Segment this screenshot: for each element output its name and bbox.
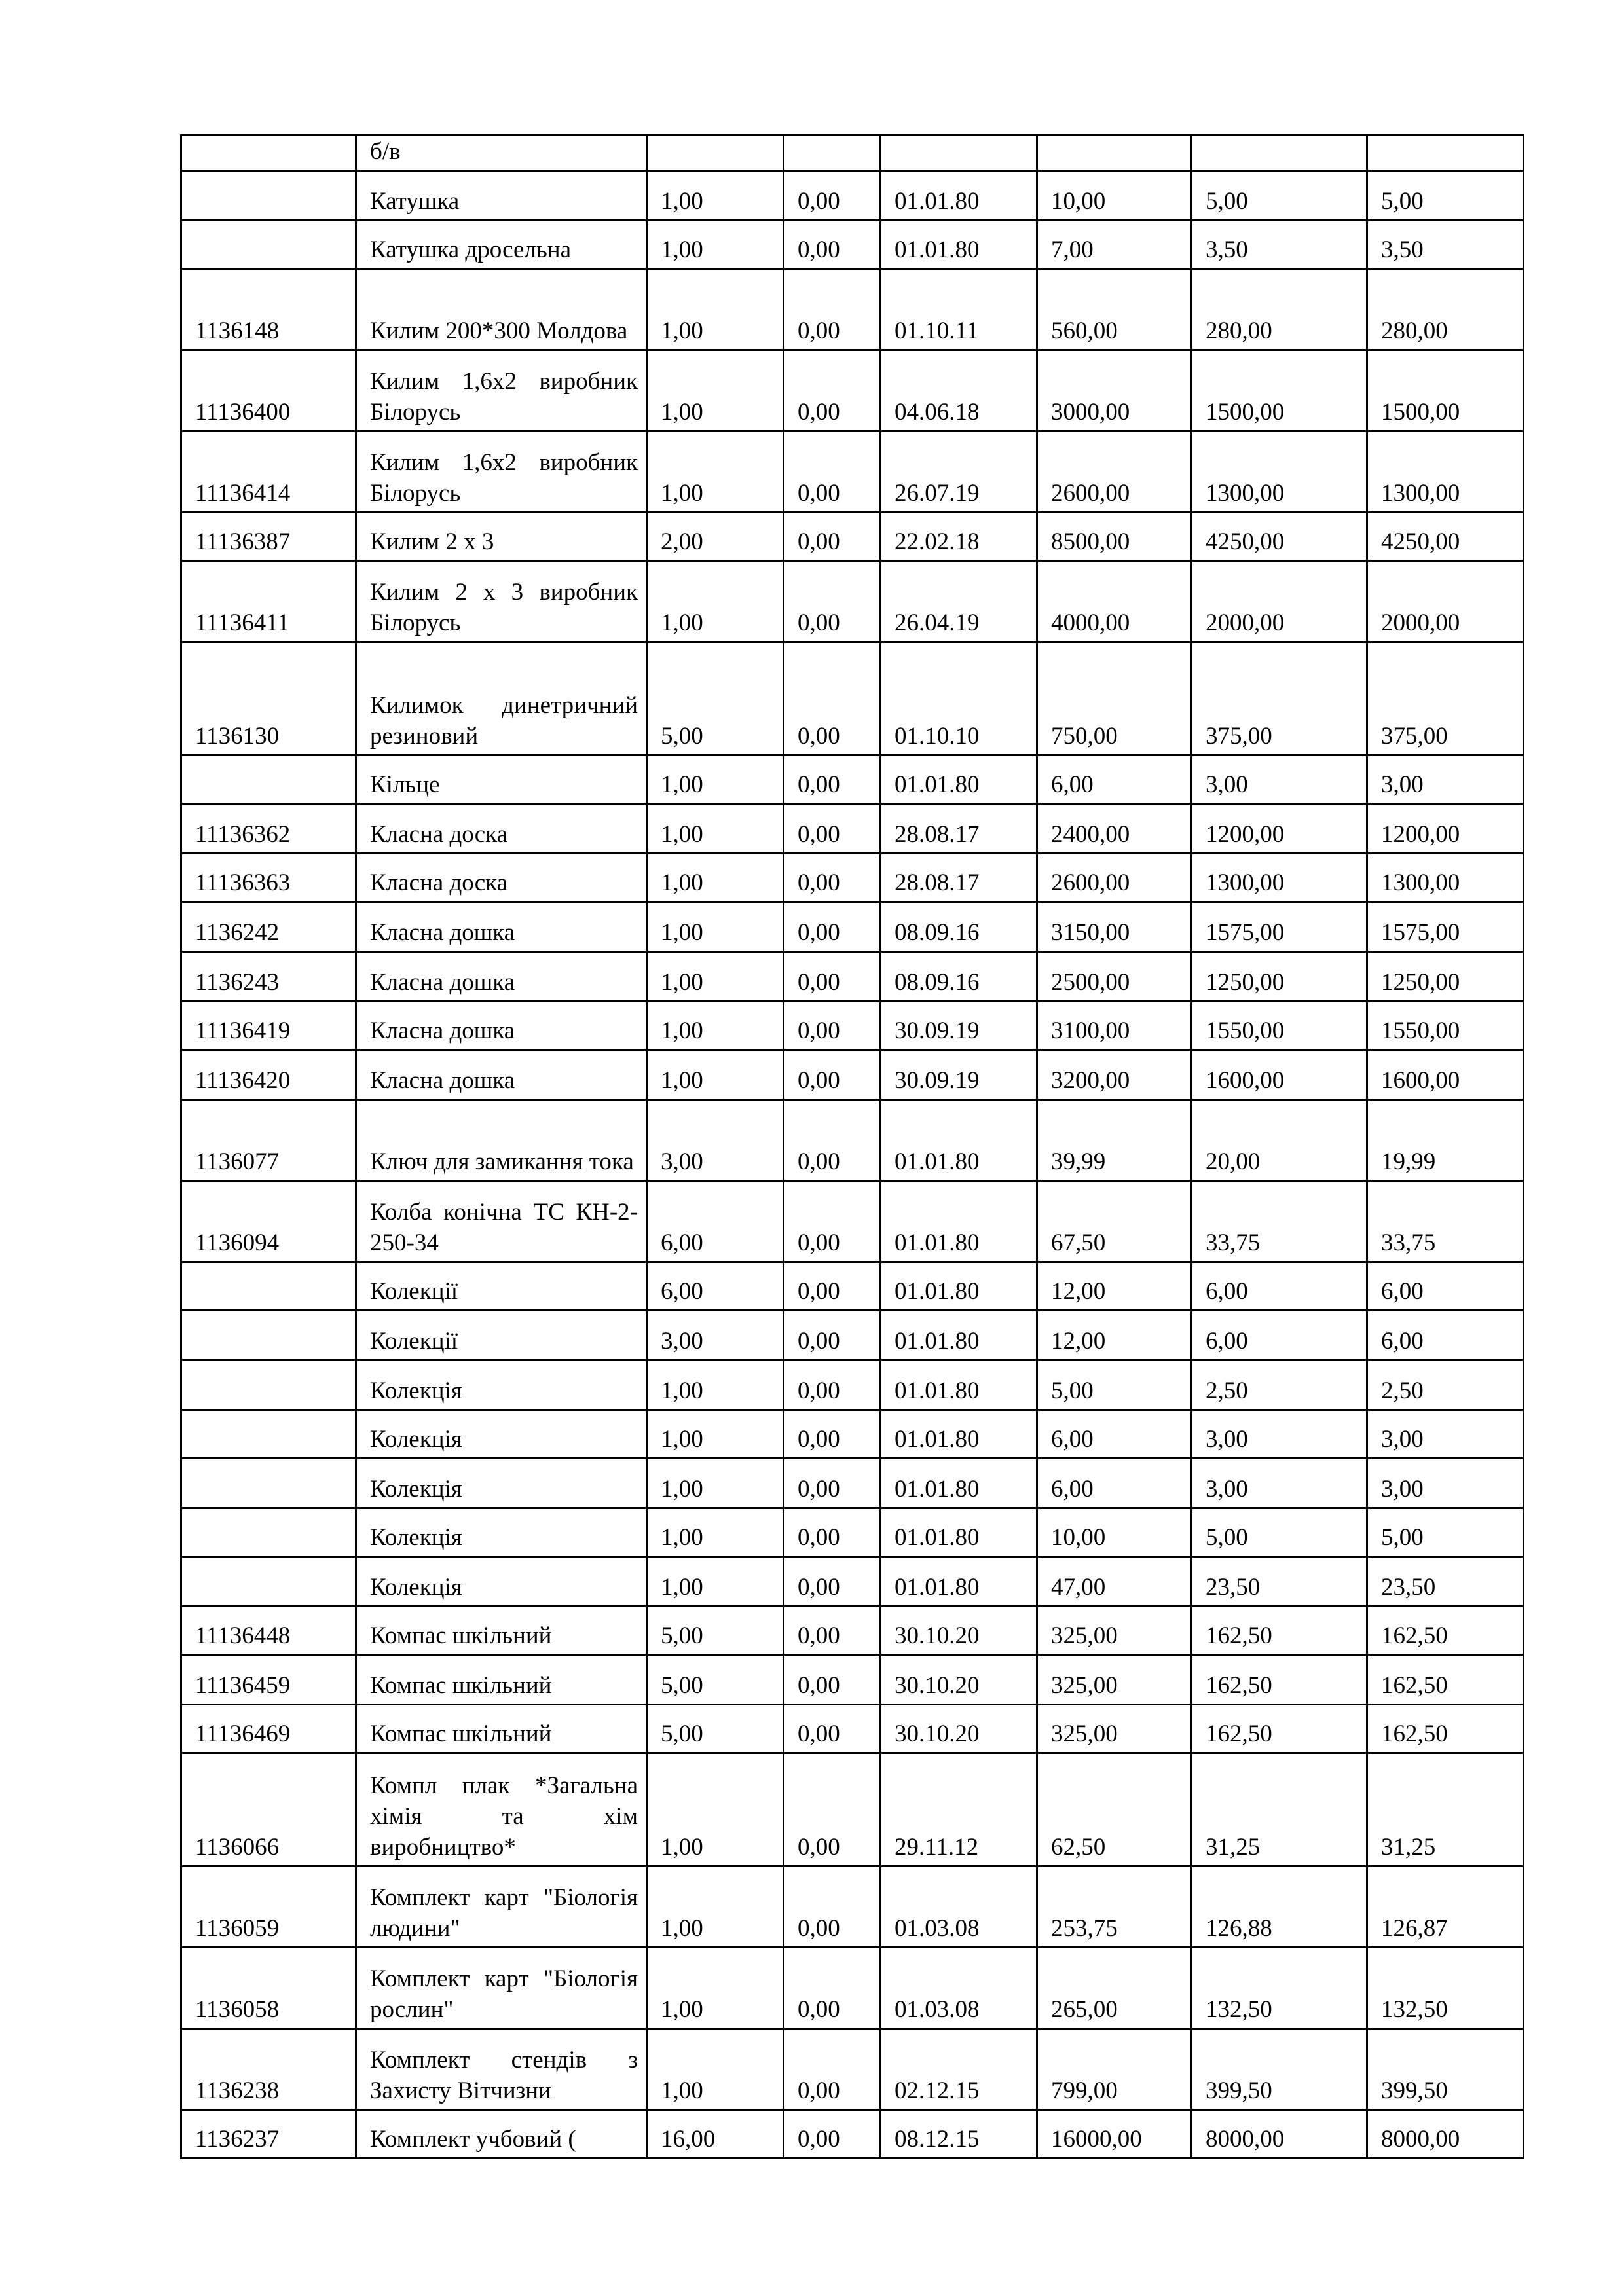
wear-cell: 1250,00 [1192, 952, 1367, 1002]
quantity-cell: 1,00 [647, 952, 784, 1002]
table-row [181, 2029, 1524, 2110]
wear-cell: 3,00 [1192, 1459, 1367, 1508]
inventory-code-cell [181, 1459, 356, 1508]
date-cell: 01.01.80 [881, 1410, 1037, 1459]
quantity-cell: 5,00 [647, 1705, 784, 1753]
wear-cell: 375,00 [1192, 642, 1367, 756]
item-name-cell: Колекція [356, 1557, 647, 1607]
table-row [181, 854, 1524, 902]
cost-cell: 6,00 [1037, 1459, 1192, 1508]
cost-cell [1037, 136, 1192, 171]
inventory-code-cell: 11136411 [181, 561, 356, 642]
item-name-cell: Килим 2 х 3 виробник Білорусь [356, 561, 647, 642]
inventory-code-cell [181, 1262, 356, 1311]
table-row [181, 1181, 1524, 1262]
cost-cell: 2600,00 [1037, 854, 1192, 902]
quantity-cell: 1,00 [647, 1753, 784, 1867]
value-1-cell: 0,00 [784, 221, 881, 269]
inventory-table [180, 134, 1524, 2159]
residual-value-cell: 162,50 [1367, 1655, 1524, 1705]
wear-cell: 280,00 [1192, 269, 1367, 350]
date-cell: 30.10.20 [881, 1655, 1037, 1705]
table-row [181, 1557, 1524, 1607]
wear-cell: 3,00 [1192, 1410, 1367, 1459]
residual-value-cell: 1575,00 [1367, 902, 1524, 952]
inventory-code-cell: 11136414 [181, 431, 356, 513]
wear-cell: 1300,00 [1192, 854, 1367, 902]
wear-cell: 3,50 [1192, 221, 1367, 269]
cost-cell: 4000,00 [1037, 561, 1192, 642]
item-name-cell: Катушка дросельна [356, 221, 647, 269]
cost-cell: 799,00 [1037, 2029, 1192, 2110]
date-cell: 22.02.18 [881, 513, 1037, 561]
cost-cell: 3100,00 [1037, 1002, 1192, 1050]
quantity-cell [647, 136, 784, 171]
quantity-cell: 1,00 [647, 1557, 784, 1607]
inventory-code-cell: 1136130 [181, 642, 356, 756]
inventory-code-cell: 11136448 [181, 1607, 356, 1655]
cost-cell: 12,00 [1037, 1311, 1192, 1360]
wear-cell: 162,50 [1192, 1607, 1367, 1655]
item-name-cell: Колекції [356, 1262, 647, 1311]
table-row [181, 1753, 1524, 1867]
value-1-cell: 0,00 [784, 1557, 881, 1607]
residual-value-cell: 1300,00 [1367, 854, 1524, 902]
residual-value-cell: 375,00 [1367, 642, 1524, 756]
cost-cell: 3000,00 [1037, 350, 1192, 431]
date-cell: 26.07.19 [881, 431, 1037, 513]
residual-value-cell: 6,00 [1367, 1311, 1524, 1360]
table-row [181, 136, 1524, 171]
quantity-cell: 5,00 [647, 1607, 784, 1655]
table-row [181, 2110, 1524, 2159]
wear-cell: 399,50 [1192, 2029, 1367, 2110]
item-name-cell: Колекція [356, 1410, 647, 1459]
value-1-cell: 0,00 [784, 1867, 881, 1948]
item-name-cell: б/в [356, 136, 647, 171]
cost-cell: 253,75 [1037, 1867, 1192, 1948]
value-1-cell: 0,00 [784, 1181, 881, 1262]
date-cell: 28.08.17 [881, 804, 1037, 854]
quantity-cell: 1,00 [647, 1410, 784, 1459]
residual-value-cell: 5,00 [1367, 1508, 1524, 1557]
quantity-cell: 1,00 [647, 221, 784, 269]
item-name-cell: Комплект карт "Біологія людини" [356, 1867, 647, 1948]
residual-value-cell: 162,50 [1367, 1705, 1524, 1753]
item-name-cell: Килимок динетричний резиновий [356, 642, 647, 756]
wear-cell: 2,50 [1192, 1360, 1367, 1410]
value-1-cell: 0,00 [784, 1459, 881, 1508]
quantity-cell: 6,00 [647, 1262, 784, 1311]
cost-cell: 2400,00 [1037, 804, 1192, 854]
table-row [181, 513, 1524, 561]
cost-cell: 560,00 [1037, 269, 1192, 350]
inventory-code-cell: 11136362 [181, 804, 356, 854]
item-name-cell: Класна дошка [356, 902, 647, 952]
inventory-code-cell [181, 1410, 356, 1459]
inventory-code-cell: 1136059 [181, 1867, 356, 1948]
residual-value-cell: 8000,00 [1367, 2110, 1524, 2159]
residual-value-cell: 126,87 [1367, 1867, 1524, 1948]
quantity-cell: 1,00 [647, 756, 784, 804]
residual-value-cell: 280,00 [1367, 269, 1524, 350]
quantity-cell: 5,00 [647, 1655, 784, 1705]
quantity-cell: 1,00 [647, 350, 784, 431]
value-1-cell: 0,00 [784, 1360, 881, 1410]
residual-value-cell: 19,99 [1367, 1100, 1524, 1181]
cost-cell: 2600,00 [1037, 431, 1192, 513]
inventory-code-cell: 11136400 [181, 350, 356, 431]
cost-cell: 6,00 [1037, 756, 1192, 804]
cost-cell: 265,00 [1037, 1948, 1192, 2029]
wear-cell: 1600,00 [1192, 1050, 1367, 1100]
quantity-cell: 1,00 [647, 1002, 784, 1050]
date-cell: 01.01.80 [881, 1459, 1037, 1508]
date-cell: 26.04.19 [881, 561, 1037, 642]
table-row [181, 561, 1524, 642]
value-1-cell: 0,00 [784, 1607, 881, 1655]
wear-cell: 8000,00 [1192, 2110, 1367, 2159]
residual-value-cell: 2000,00 [1367, 561, 1524, 642]
table-row [181, 804, 1524, 854]
date-cell: 01.01.80 [881, 756, 1037, 804]
value-1-cell: 0,00 [784, 1753, 881, 1867]
inventory-code-cell: 1136238 [181, 2029, 356, 2110]
item-name-cell: Компас шкільний [356, 1607, 647, 1655]
item-name-cell: Колекція [356, 1459, 647, 1508]
residual-value-cell: 132,50 [1367, 1948, 1524, 2029]
value-1-cell: 0,00 [784, 1655, 881, 1705]
residual-value-cell: 1500,00 [1367, 350, 1524, 431]
cost-cell: 325,00 [1037, 1607, 1192, 1655]
inventory-code-cell: 1136237 [181, 2110, 356, 2159]
wear-cell: 5,00 [1192, 171, 1367, 221]
value-1-cell: 0,00 [784, 1262, 881, 1311]
value-1-cell: 0,00 [784, 952, 881, 1002]
date-cell: 01.01.80 [881, 1311, 1037, 1360]
wear-cell: 31,25 [1192, 1753, 1367, 1867]
cost-cell: 12,00 [1037, 1262, 1192, 1311]
value-1-cell: 0,00 [784, 854, 881, 902]
quantity-cell: 1,00 [647, 1360, 784, 1410]
inventory-code-cell: 1136058 [181, 1948, 356, 2029]
value-1-cell: 0,00 [784, 1100, 881, 1181]
value-1-cell: 0,00 [784, 1311, 881, 1360]
cost-cell: 3150,00 [1037, 902, 1192, 952]
cost-cell: 16000,00 [1037, 2110, 1192, 2159]
cost-cell: 10,00 [1037, 1508, 1192, 1557]
inventory-code-cell: 11136469 [181, 1705, 356, 1753]
item-name-cell: Катушка [356, 171, 647, 221]
table-row [181, 171, 1524, 221]
value-1-cell: 0,00 [784, 1410, 881, 1459]
inventory-code-cell: 11136419 [181, 1002, 356, 1050]
table-row [181, 269, 1524, 350]
inventory-code-cell: 1136148 [181, 269, 356, 350]
wear-cell: 162,50 [1192, 1655, 1367, 1705]
cost-cell: 67,50 [1037, 1181, 1192, 1262]
value-1-cell: 0,00 [784, 2110, 881, 2159]
table-row [181, 1948, 1524, 2029]
date-cell: 04.06.18 [881, 350, 1037, 431]
table-row [181, 1360, 1524, 1410]
inventory-code-cell: 11136387 [181, 513, 356, 561]
inventory-code-cell [181, 1508, 356, 1557]
date-cell: 01.01.80 [881, 1262, 1037, 1311]
quantity-cell: 1,00 [647, 1948, 784, 2029]
table-row [181, 1655, 1524, 1705]
date-cell: 29.11.12 [881, 1753, 1037, 1867]
wear-cell: 162,50 [1192, 1705, 1367, 1753]
table-row [181, 350, 1524, 431]
inventory-code-cell [181, 136, 356, 171]
quantity-cell: 6,00 [647, 1181, 784, 1262]
wear-cell: 6,00 [1192, 1311, 1367, 1360]
quantity-cell: 1,00 [647, 269, 784, 350]
quantity-cell: 1,00 [647, 1459, 784, 1508]
date-cell: 01.03.08 [881, 1867, 1037, 1948]
value-1-cell: 0,00 [784, 756, 881, 804]
residual-value-cell: 23,50 [1367, 1557, 1524, 1607]
date-cell: 08.09.16 [881, 952, 1037, 1002]
value-1-cell: 0,00 [784, 642, 881, 756]
inventory-code-cell [181, 756, 356, 804]
residual-value-cell: 5,00 [1367, 171, 1524, 221]
cost-cell: 325,00 [1037, 1655, 1192, 1705]
quantity-cell: 1,00 [647, 854, 784, 902]
cost-cell: 47,00 [1037, 1557, 1192, 1607]
wear-cell: 20,00 [1192, 1100, 1367, 1181]
residual-value-cell: 4250,00 [1367, 513, 1524, 561]
wear-cell: 126,88 [1192, 1867, 1367, 1948]
quantity-cell: 1,00 [647, 171, 784, 221]
item-name-cell: Класна доска [356, 854, 647, 902]
residual-value-cell: 31,25 [1367, 1753, 1524, 1867]
inventory-code-cell: 1136077 [181, 1100, 356, 1181]
date-cell: 30.09.19 [881, 1002, 1037, 1050]
residual-value-cell: 1600,00 [1367, 1050, 1524, 1100]
quantity-cell: 1,00 [647, 902, 784, 952]
inventory-code-cell [181, 1557, 356, 1607]
value-1-cell [784, 136, 881, 171]
value-1-cell: 0,00 [784, 2029, 881, 2110]
cost-cell: 8500,00 [1037, 513, 1192, 561]
wear-cell: 5,00 [1192, 1508, 1367, 1557]
wear-cell: 33,75 [1192, 1181, 1367, 1262]
residual-value-cell: 3,50 [1367, 221, 1524, 269]
inventory-code-cell [181, 1311, 356, 1360]
value-1-cell: 0,00 [784, 513, 881, 561]
inventory-code-cell [181, 221, 356, 269]
date-cell: 28.08.17 [881, 854, 1037, 902]
wear-cell: 23,50 [1192, 1557, 1367, 1607]
quantity-cell: 1,00 [647, 1508, 784, 1557]
wear-cell [1192, 136, 1367, 171]
item-name-cell: Колекції [356, 1311, 647, 1360]
date-cell: 01.01.80 [881, 171, 1037, 221]
value-1-cell: 0,00 [784, 431, 881, 513]
table-row [181, 1508, 1524, 1557]
value-1-cell: 0,00 [784, 1948, 881, 2029]
quantity-cell: 3,00 [647, 1311, 784, 1360]
wear-cell: 1575,00 [1192, 902, 1367, 952]
table-row [181, 1705, 1524, 1753]
date-cell: 01.01.80 [881, 1508, 1037, 1557]
wear-cell: 1550,00 [1192, 1002, 1367, 1050]
date-cell: 01.01.80 [881, 221, 1037, 269]
residual-value-cell: 3,00 [1367, 1410, 1524, 1459]
inventory-code-cell: 1136066 [181, 1753, 356, 1867]
item-name-cell: Ключ для замикання тока [356, 1100, 647, 1181]
quantity-cell: 1,00 [647, 1867, 784, 1948]
date-cell: 30.10.20 [881, 1705, 1037, 1753]
table-row [181, 1867, 1524, 1948]
date-cell: 01.01.80 [881, 1557, 1037, 1607]
table-row [181, 902, 1524, 952]
inventory-code-cell [181, 171, 356, 221]
wear-cell: 1500,00 [1192, 350, 1367, 431]
residual-value-cell: 2,50 [1367, 1360, 1524, 1410]
table-row [181, 1410, 1524, 1459]
inventory-code-cell [181, 1360, 356, 1410]
residual-value-cell: 1200,00 [1367, 804, 1524, 854]
item-name-cell: Компас шкільний [356, 1705, 647, 1753]
value-1-cell: 0,00 [784, 1050, 881, 1100]
table-row [181, 1100, 1524, 1181]
wear-cell: 1200,00 [1192, 804, 1367, 854]
item-name-cell: Компас шкільний [356, 1655, 647, 1705]
date-cell: 30.10.20 [881, 1607, 1037, 1655]
item-name-cell: Колба конічна ТС КН-2-250-34 [356, 1181, 647, 1262]
value-1-cell: 0,00 [784, 1705, 881, 1753]
item-name-cell: Комплект карт "Біологія рослин" [356, 1948, 647, 2029]
table-row [181, 756, 1524, 804]
date-cell: 01.01.80 [881, 1100, 1037, 1181]
inventory-code-cell: 1136094 [181, 1181, 356, 1262]
inventory-code-cell: 11136420 [181, 1050, 356, 1100]
date-cell: 01.03.08 [881, 1948, 1037, 2029]
date-cell: 08.12.15 [881, 2110, 1037, 2159]
residual-value-cell [1367, 136, 1524, 171]
inventory-code-cell: 1136243 [181, 952, 356, 1002]
residual-value-cell: 3,00 [1367, 1459, 1524, 1508]
item-name-cell: Колекція [356, 1360, 647, 1410]
item-name-cell: Колекція [356, 1508, 647, 1557]
table-row [181, 952, 1524, 1002]
item-name-cell: Кільце [356, 756, 647, 804]
item-name-cell: Комплект стендів з Захисту Вітчизни [356, 2029, 647, 2110]
value-1-cell: 0,00 [784, 350, 881, 431]
cost-cell: 10,00 [1037, 171, 1192, 221]
wear-cell: 3,00 [1192, 756, 1367, 804]
residual-value-cell: 399,50 [1367, 2029, 1524, 2110]
value-1-cell: 0,00 [784, 902, 881, 952]
date-cell: 08.09.16 [881, 902, 1037, 952]
value-1-cell: 0,00 [784, 171, 881, 221]
value-1-cell: 0,00 [784, 1002, 881, 1050]
cost-cell: 325,00 [1037, 1705, 1192, 1753]
item-name-cell: Килим 200*300 Молдова [356, 269, 647, 350]
cost-cell: 6,00 [1037, 1410, 1192, 1459]
residual-value-cell: 3,00 [1367, 756, 1524, 804]
wear-cell: 1300,00 [1192, 431, 1367, 513]
cost-cell: 5,00 [1037, 1360, 1192, 1410]
quantity-cell: 1,00 [647, 561, 784, 642]
table-row [181, 1607, 1524, 1655]
date-cell: 01.10.10 [881, 642, 1037, 756]
quantity-cell: 16,00 [647, 2110, 784, 2159]
residual-value-cell: 1250,00 [1367, 952, 1524, 1002]
item-name-cell: Компл плак *Загальна хімія та хім виробництво* [356, 1753, 647, 1867]
quantity-cell: 3,00 [647, 1100, 784, 1181]
table-row [181, 1002, 1524, 1050]
item-name-cell: Класна дошка [356, 1002, 647, 1050]
table-row [181, 1311, 1524, 1360]
value-1-cell: 0,00 [784, 269, 881, 350]
residual-value-cell: 1550,00 [1367, 1002, 1524, 1050]
cost-cell: 39,99 [1037, 1100, 1192, 1181]
date-cell: 30.09.19 [881, 1050, 1037, 1100]
item-name-cell: Класна дошка [356, 1050, 647, 1100]
residual-value-cell: 6,00 [1367, 1262, 1524, 1311]
date-cell: 01.01.80 [881, 1181, 1037, 1262]
value-1-cell: 0,00 [784, 561, 881, 642]
date-cell: 01.01.80 [881, 1360, 1037, 1410]
quantity-cell: 1,00 [647, 804, 784, 854]
table-row [181, 1459, 1524, 1508]
residual-value-cell: 162,50 [1367, 1607, 1524, 1655]
table-row [181, 642, 1524, 756]
date-cell: 01.10.11 [881, 269, 1037, 350]
item-name-cell: Килим 1,6x2 виробник Білорусь [356, 350, 647, 431]
quantity-cell: 1,00 [647, 1050, 784, 1100]
wear-cell: 4250,00 [1192, 513, 1367, 561]
quantity-cell: 1,00 [647, 2029, 784, 2110]
inventory-code-cell: 11136363 [181, 854, 356, 902]
inventory-code-cell: 11136459 [181, 1655, 356, 1705]
table-row [181, 1262, 1524, 1311]
date-cell: 02.12.15 [881, 2029, 1037, 2110]
value-1-cell: 0,00 [784, 804, 881, 854]
table-row [181, 431, 1524, 513]
quantity-cell: 1,00 [647, 431, 784, 513]
item-name-cell: Килим 2 х 3 [356, 513, 647, 561]
item-name-cell: Класна доска [356, 804, 647, 854]
item-name-cell: Килим 1,6x2 виробник Білорусь [356, 431, 647, 513]
date-cell [881, 136, 1037, 171]
residual-value-cell: 33,75 [1367, 1181, 1524, 1262]
value-1-cell: 0,00 [784, 1508, 881, 1557]
cost-cell: 62,50 [1037, 1753, 1192, 1867]
cost-cell: 2500,00 [1037, 952, 1192, 1002]
cost-cell: 3200,00 [1037, 1050, 1192, 1100]
quantity-cell: 5,00 [647, 642, 784, 756]
wear-cell: 2000,00 [1192, 561, 1367, 642]
quantity-cell: 2,00 [647, 513, 784, 561]
item-name-cell: Класна дошка [356, 952, 647, 1002]
inventory-code-cell: 1136242 [181, 902, 356, 952]
wear-cell: 132,50 [1192, 1948, 1367, 2029]
table-row [181, 1050, 1524, 1100]
table-row [181, 221, 1524, 269]
wear-cell: 6,00 [1192, 1262, 1367, 1311]
cost-cell: 750,00 [1037, 642, 1192, 756]
residual-value-cell: 1300,00 [1367, 431, 1524, 513]
cost-cell: 7,00 [1037, 221, 1192, 269]
item-name-cell: Комплект учбовий ( [356, 2110, 647, 2159]
